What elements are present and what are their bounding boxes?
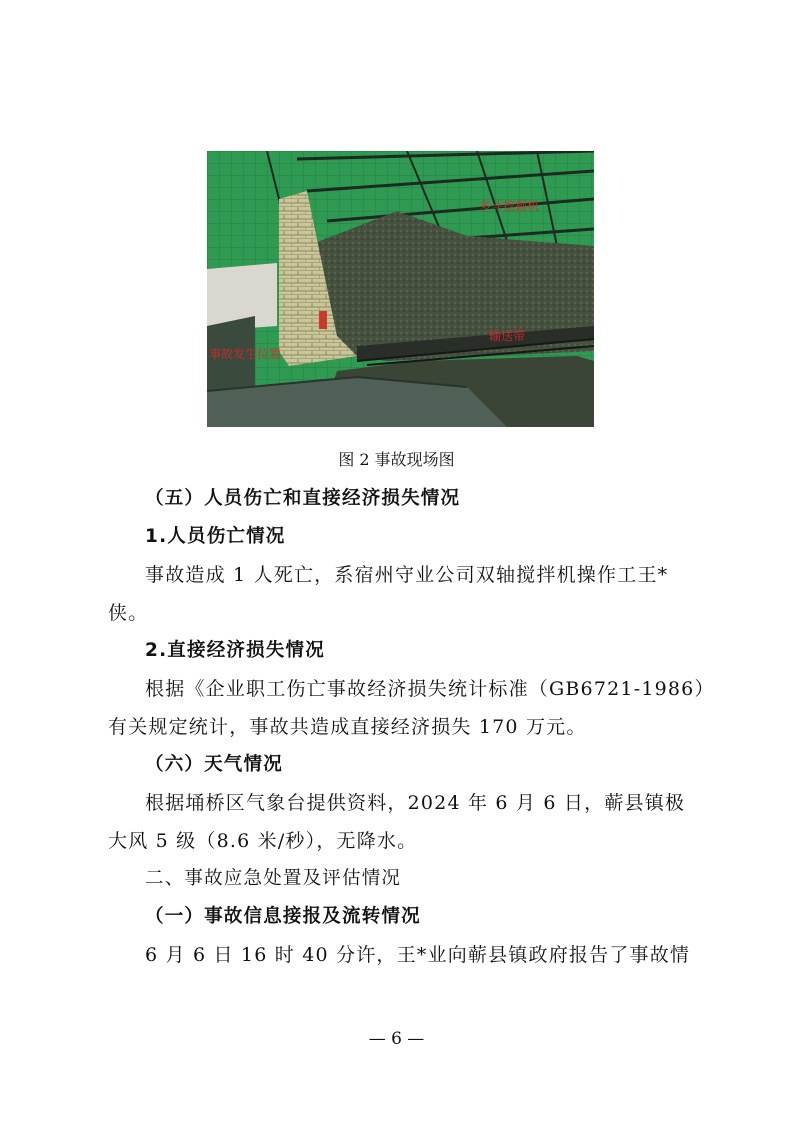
heading-emergency-response: 二、事故应急处置及评估情况 [145, 868, 402, 889]
paragraph-weather-line1: 根据埇桥区气象台提供资料，2024 年 6 月 6 日，蕲县镇极 [145, 792, 686, 814]
figure-caption: 图 2 事故现场图 [338, 450, 455, 469]
subheading-casualties: 1.人员伤亡情况 [145, 526, 286, 547]
paragraph-economic-loss-line1: 根据《企业职工伤亡事故经济损失统计标准（GB6721-1986） [145, 678, 715, 700]
label-excavator: 多斗挖掘机 [479, 199, 540, 213]
paragraph-casualties-line1: 事故造成 1 人死亡，系宿州守业公司双轴搅拌机操作工王* [145, 564, 669, 586]
label-accident-site: 事故发生位置 [209, 347, 282, 361]
paragraph-casualties-line2: 侠。 [108, 602, 149, 624]
subheading-economic-loss: 2.直接经济损失情况 [145, 640, 325, 661]
paragraph-weather-line2: 大风 5 级（8.6 米/秒），无降水。 [108, 830, 418, 852]
heading-info-reporting: （一）事故信息接报及流转情况 [145, 906, 421, 927]
accident-scene-photo [207, 151, 594, 427]
heading-weather: （六）天气情况 [145, 754, 283, 775]
paragraph-info-reporting-line1: 6 月 6 日 16 时 40 分许，王*业向蕲县镇政府报告了事故情 [145, 944, 691, 966]
page-number: — 6 — [368, 1029, 425, 1049]
label-conveyor: 输送带 [489, 329, 526, 343]
heading-casualties-losses: （五）人员伤亡和直接经济损失情况 [145, 488, 461, 509]
paragraph-economic-loss-line2: 有关规定统计，事故共造成直接经济损失 170 万元。 [108, 716, 587, 738]
accident-scene-image [207, 151, 594, 427]
